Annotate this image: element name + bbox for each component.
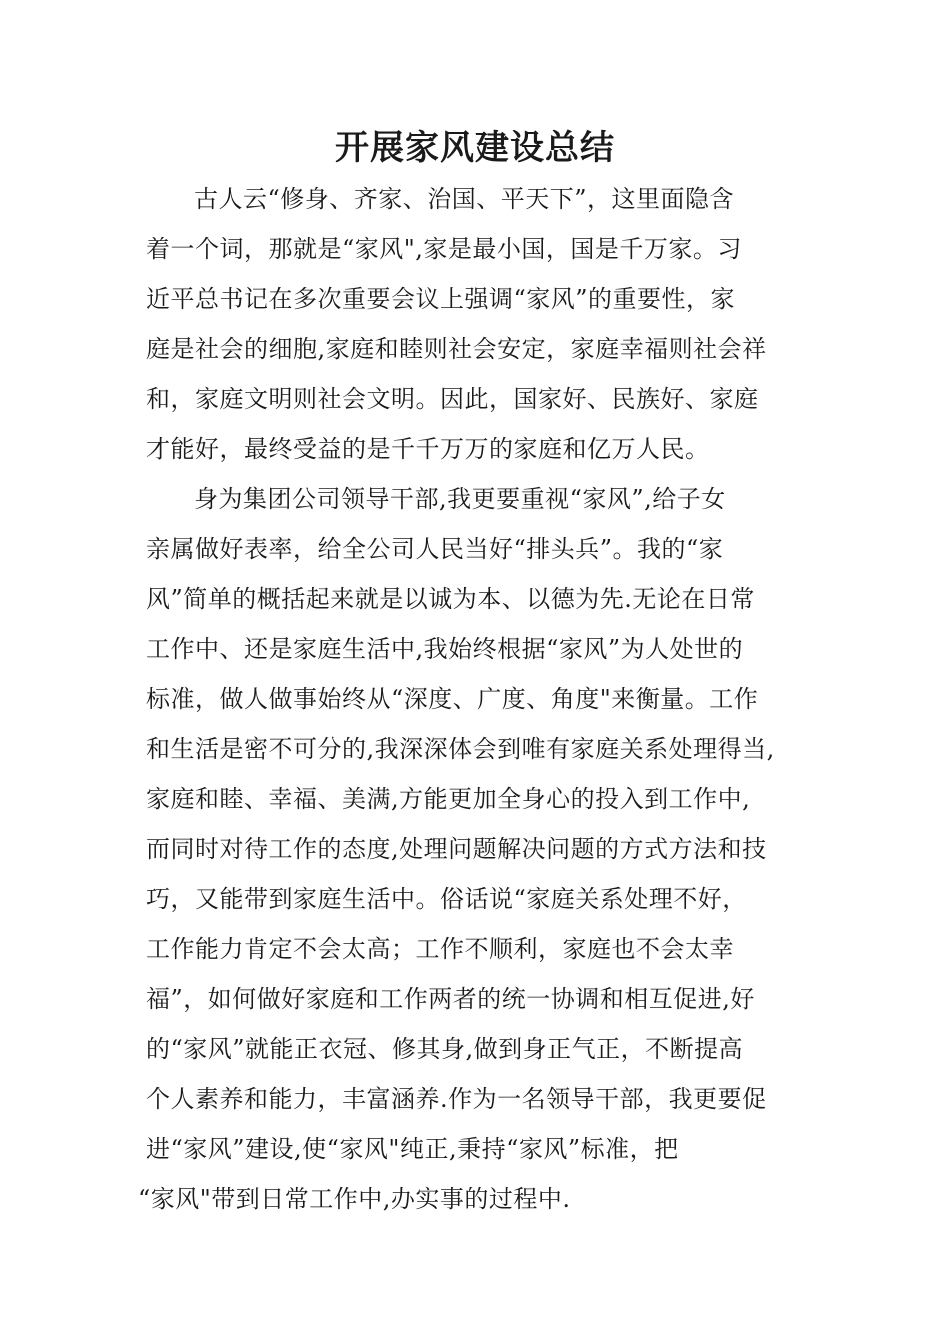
paragraph-line: 和生活是密不可分的,我深深体会到唯有家庭关系处理得当, [146, 735, 775, 763]
paragraph-line: 而同时对待工作的态度,处理问题解决问题的方式方法和技 [146, 835, 767, 863]
paragraph-line: 和，家庭文明则社会文明。因此，国家好、民族好、家庭 [146, 385, 759, 413]
paragraph-line: 身为集团公司领导干部,我更要重视“家风”,给子女 [194, 485, 726, 513]
paragraph-line: 风”简单的概括起来就是以诚为本、以德为先.无论在日常 [146, 585, 755, 613]
paragraph-line: 进“家风”建设,使“家风"纯正,秉持“家风”标准，把 [146, 1135, 679, 1163]
paragraph-line: 巧，又能带到家庭生活中。俗话说“家庭关系处理不好， [146, 885, 747, 913]
paragraph-line: 近平总书记在多次重要会议上强调“家风”的重要性，家 [146, 285, 736, 313]
paragraph-line: 庭是社会的细胞,家庭和睦则社会安定，家庭幸福则社会祥 [146, 335, 767, 363]
paragraph-line: 的“家风”就能正衣冠、修其身,做到身正气正，不断提高 [146, 1035, 744, 1063]
document-title: 开展家风建设总结 [335, 128, 615, 168]
paragraph-line: 古人云“修身、齐家、治国、平天下”，这里面隐含 [194, 185, 735, 213]
paragraph-line: “家风"带到日常工作中,办实事的过程中. [138, 1185, 571, 1213]
paragraph-line: 福”，如何做好家庭和工作两者的统一协调和相互促进,好 [146, 985, 755, 1013]
paragraph-line: 个人素养和能力，丰富涵养.作为一名领导干部，我更要促 [146, 1085, 767, 1113]
paragraph-line: 工作中、还是家庭生活中,我始终根据“家风”为人处世的 [146, 635, 744, 663]
paragraph-line: 家庭和睦、幸福、美满,方能更加全身心的投入到工作中, [146, 785, 751, 813]
paragraph-line: 工作能力肯定不会太高；工作不顺利，家庭也不会太幸 [146, 935, 734, 963]
paragraph-line: 着一个词，那就是“家风",家是最小国，国是千万家。习 [146, 235, 742, 263]
paragraph-line: 标准，做人做事始终从“深度、广度、角度"来衡量。工作 [146, 685, 759, 713]
paragraph-line: 亲属做好表率，给全公司人民当好“排头兵”。我的“家 [146, 535, 724, 563]
paragraph-line: 才能好，最终受益的是千千万万的家庭和亿万人民。 [146, 435, 710, 463]
